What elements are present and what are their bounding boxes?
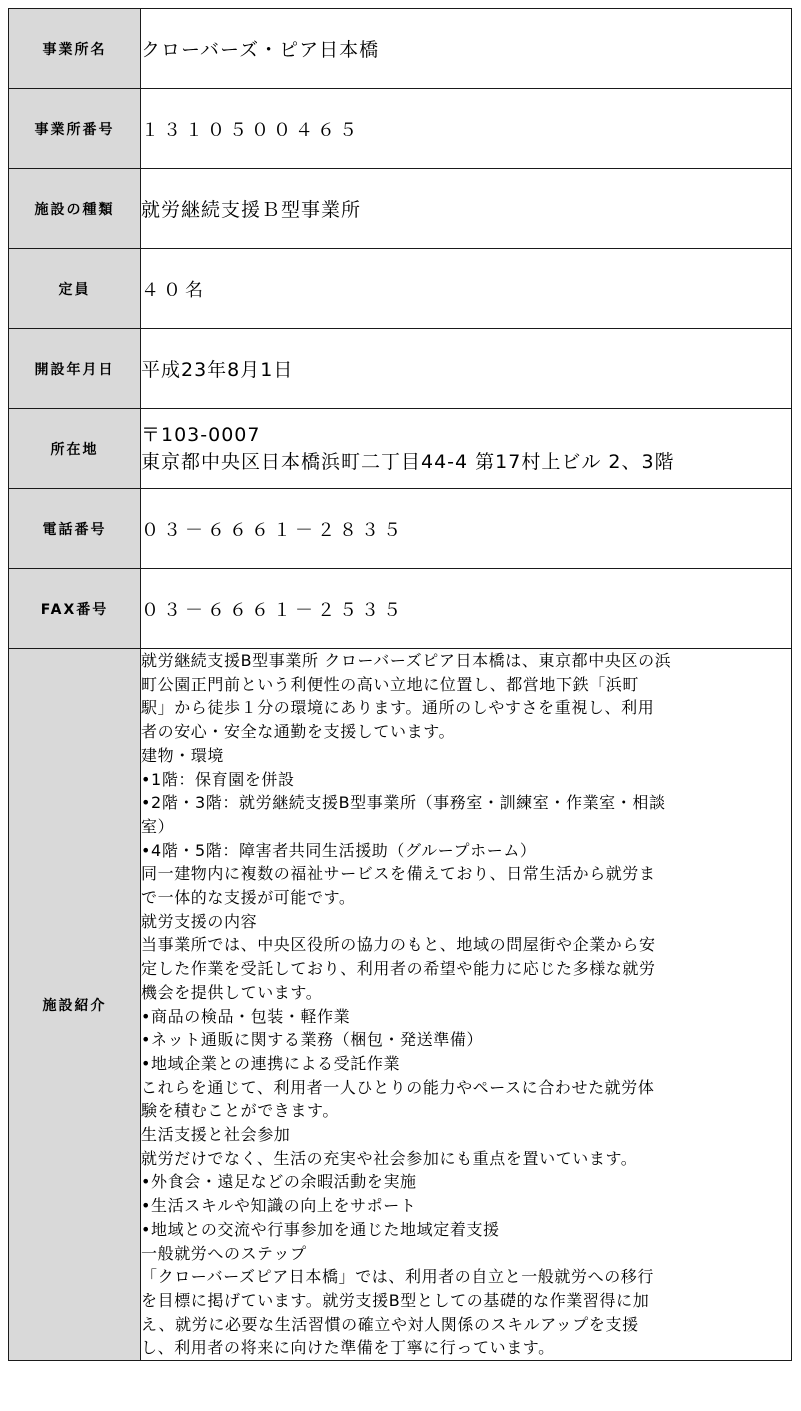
fax-label: FAX番号 xyxy=(9,569,141,649)
intro-heading: 生活支援と社会参加 xyxy=(141,1125,291,1145)
intro-bullet: •外食会・遠足などの余暇活動を実施 xyxy=(141,1172,417,1192)
office-number-value: １３１０５００４６５ xyxy=(141,89,792,169)
intro-bullet: •生活スキルや知識の向上をサポート xyxy=(141,1196,417,1216)
intro-line: これらを通じて、利用者一人ひとりの能力やペースに合わせた就労体 xyxy=(141,1077,655,1097)
intro-line: 町公園正門前という利便性の高い立地に位置し、都営地下鉄「浜町 xyxy=(141,674,640,694)
intro-bullet: •商品の検品・包装・軽作業 xyxy=(141,1006,351,1026)
row-introduction xyxy=(9,649,792,1361)
intro-line: 就労継続支援B型事業所 クローバーズピア日本橋は、東京都中央区の浜 xyxy=(141,651,672,670)
row-opening-date xyxy=(9,329,792,409)
intro-line: 定した作業を受託しており、利用者の希望や能力に応じた多様な就労 xyxy=(141,959,656,979)
intro-heading: 建物・環境 xyxy=(141,745,225,765)
row-address xyxy=(9,409,792,489)
intro-line: を目標に掲げています。就労支援B型としての基礎的な作業習得に加 xyxy=(141,1290,650,1310)
phone-label: 電話番号 xyxy=(9,489,141,569)
row-facility-type xyxy=(9,169,792,249)
intro-line: え、就労に必要な生活習慣の確立や対人関係のスキルアップを支援 xyxy=(141,1314,639,1334)
row-fax xyxy=(9,569,792,649)
intro-line: し、利用者の将来に向けた準備を丁寧に行っています。 xyxy=(141,1338,555,1358)
intro-bullet: •2階・3階：就労継続支援B型事業所（事務室・訓練室・作業室・相談 xyxy=(141,793,666,813)
intro-heading: 一般就労へのステップ xyxy=(141,1243,307,1263)
fax-value: ０３－６６６１－２５３５ xyxy=(141,569,792,649)
address-label: 所在地 xyxy=(9,409,141,489)
intro-bullet: •ネット通販に関する業務（梱包・発送準備） xyxy=(141,1030,484,1050)
intro-line: 就労だけでなく、生活の充実や社会参加にも重点を置いています。 xyxy=(141,1148,638,1168)
office-number-label: 事業所番号 xyxy=(9,89,141,169)
intro-line: 機会を提供しています。 xyxy=(141,982,323,1002)
capacity-label: 定員 xyxy=(9,249,141,329)
row-phone xyxy=(9,489,792,569)
intro-line: 者の安心・安全な通勤を支援しています。 xyxy=(141,722,456,742)
intro-line: 験を積むことができます。 xyxy=(141,1101,339,1121)
intro-line: 「クローバーズピア日本橋」では、利用者の自立と一般就労への移行 xyxy=(141,1267,655,1287)
intro-line: で一体的な支援が可能です。 xyxy=(141,888,356,908)
row-capacity xyxy=(9,249,792,329)
intro-line: 当事業所では、中央区役所の協力のもと、地域の問屋街や企業から安 xyxy=(141,935,656,955)
intro-line: 室） xyxy=(141,816,175,836)
intro-bullet: •4階・5階：障害者共同生活援助（グループホーム） xyxy=(141,840,537,860)
row-office-number xyxy=(9,89,792,169)
facility-info-table xyxy=(8,8,792,1361)
address-cell xyxy=(141,409,792,489)
intro-heading: 就労支援の内容 xyxy=(141,911,258,931)
opening-date-label: 開設年月日 xyxy=(9,329,141,409)
row-facility-name xyxy=(9,9,792,89)
intro-line: 同一建物内に複数の福祉サービスを備えており、日常生活から就労ま xyxy=(141,864,656,884)
intro-bullet: •地域企業との連携による受託作業 xyxy=(141,1053,401,1073)
postal-code: 〒103-0007 xyxy=(141,423,261,446)
introduction-text xyxy=(141,649,792,1361)
introduction-label: 施設紹介 xyxy=(9,649,141,1361)
intro-bullet: •地域との交流や行事参加を通じた地域定着支援 xyxy=(141,1219,500,1239)
facility-name-label: 事業所名 xyxy=(9,9,141,89)
facility-type-value: 就労継続支援Ｂ型事業所 xyxy=(141,169,792,249)
capacity-value: ４０名 xyxy=(141,249,792,329)
phone-value: ０３－６６６１－２８３５ xyxy=(141,489,792,569)
facility-name-value: クローバーズ・ピア日本橋 xyxy=(141,9,792,89)
intro-line: 駅」から徒歩１分の環境にあります。通所のしやすさを重視し、利用 xyxy=(141,698,655,718)
street-address: 東京都中央区日本橋浜町二丁目44-4 第17村上ビル 2、3階 xyxy=(141,450,675,473)
intro-bullet: •1階：保育園を併設 xyxy=(141,769,295,789)
opening-date-value: 平成23年8月1日 xyxy=(141,329,792,409)
facility-type-label: 施設の種類 xyxy=(9,169,141,249)
